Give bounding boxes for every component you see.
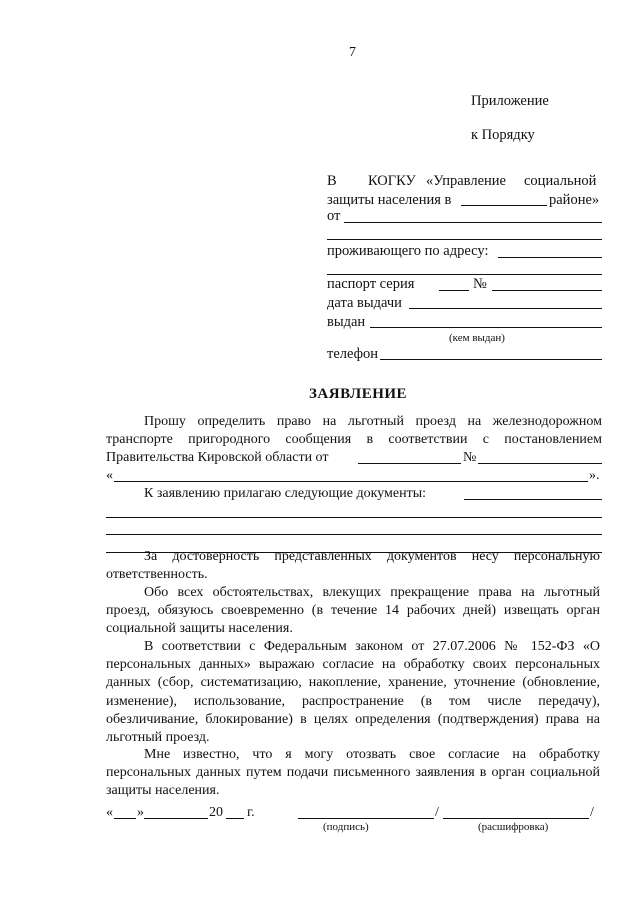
address-field[interactable] <box>498 257 602 258</box>
address-label: проживающего по адресу: <box>327 243 489 259</box>
district-field[interactable] <box>461 205 547 206</box>
request-line-1: Прошу определить право на льготный проезд на железнодорожном <box>144 414 602 429</box>
paragraph-revocation-text: Мне известно, что я могу отозвать свое согласие на обработку персональных данных путем подачи письменного заявления в орган социальной защиты населения. <box>106 747 600 799</box>
paragraph-obligation <box>106 584 600 639</box>
passport-number-label: № <box>473 276 487 292</box>
date-day-field[interactable] <box>114 818 136 819</box>
passport-number-field[interactable] <box>492 290 602 291</box>
from-field-line-2[interactable] <box>327 239 602 240</box>
resolution-number-label: № <box>463 450 477 465</box>
from-field[interactable] <box>344 222 602 223</box>
addressee-org-3: социальной <box>524 173 597 189</box>
request-line-2: транспорте пригородного сообщения в соответствии с постановлением <box>106 432 602 447</box>
addressee-district-suffix: районе» <box>549 192 600 208</box>
issue-date-label: дата выдачи <box>327 295 402 311</box>
paragraph-revocation <box>106 746 600 801</box>
phone-field[interactable] <box>380 359 602 360</box>
attachments-line-3[interactable] <box>106 534 602 535</box>
attachments-line-2[interactable] <box>106 517 602 518</box>
issued-by-note: (кем выдан) <box>449 332 505 344</box>
passport-series-label: паспорт серия <box>327 276 415 292</box>
addressee-org-1: КОГКУ <box>368 173 416 189</box>
resolution-title-close: ». <box>589 468 600 483</box>
paragraph-consent <box>106 638 600 747</box>
signature-slash-2: / <box>590 805 594 820</box>
signature-label: (подпись) <box>323 821 369 833</box>
paragraph-responsibility <box>106 548 600 584</box>
date-open-quote: « <box>106 805 113 820</box>
addressee-district-label: защиты населения в <box>327 192 452 208</box>
signature-field[interactable] <box>298 818 434 819</box>
page-number: 7 <box>349 45 356 60</box>
date-close-quote: » <box>137 805 144 820</box>
appendix-title: Приложение <box>471 93 549 109</box>
decode-label: (расшифровка) <box>478 821 549 833</box>
decode-field[interactable] <box>443 818 589 819</box>
resolution-number-field[interactable] <box>478 463 602 464</box>
request-line-3: Правительства Кировской области от <box>106 450 329 465</box>
passport-series-field[interactable] <box>439 290 469 291</box>
issued-by-label: выдан <box>327 314 366 330</box>
phone-label: телефон <box>327 346 379 362</box>
issued-by-field[interactable] <box>370 327 602 328</box>
date-year-suffix: г. <box>247 805 255 820</box>
attachments-label: К заявлению прилагаю следующие документы: <box>144 486 427 501</box>
addressee-org-2: «Управление <box>426 173 506 189</box>
document-heading: ЗАЯВЛЕНИЕ <box>309 386 408 402</box>
resolution-date-field[interactable] <box>358 463 461 464</box>
date-year-field[interactable] <box>226 818 244 819</box>
issue-date-field[interactable] <box>409 308 602 309</box>
attachments-field[interactable] <box>464 499 602 500</box>
resolution-title-field[interactable] <box>114 481 588 482</box>
date-year-prefix: 20 <box>209 805 223 820</box>
paragraph-responsibility-text: За достоверность представленных документов несу персональную ответственность. <box>106 549 600 583</box>
from-label: от <box>327 208 341 224</box>
resolution-title-open: « <box>106 468 113 483</box>
date-month-field[interactable] <box>144 818 208 819</box>
signature-slash-1: / <box>435 805 439 820</box>
appendix-subtitle: к Порядку <box>471 127 535 143</box>
paragraph-obligation-text: Обо всех обстоятельствах, влекущих прекращение права на льготный проезд, обязуюсь своевременно (в течение 14 рабочих дней) извещать орган социальной защиты населения. <box>106 585 600 637</box>
paragraph-consent-text: В соответствии с Федеральным законом от 27.07.2006 № 152-ФЗ «О персональных данных» выражаю согласие на обработку своих персональных данных (сбор, систематизацию, накопление, хранение, уточнение (обновление, изменение), использование, распространение (в том числе передачу), обезличивание, блокирование) в целях определения (подтверждения) права на льготный проезд. <box>106 639 600 746</box>
addressee-to: В <box>327 173 337 189</box>
